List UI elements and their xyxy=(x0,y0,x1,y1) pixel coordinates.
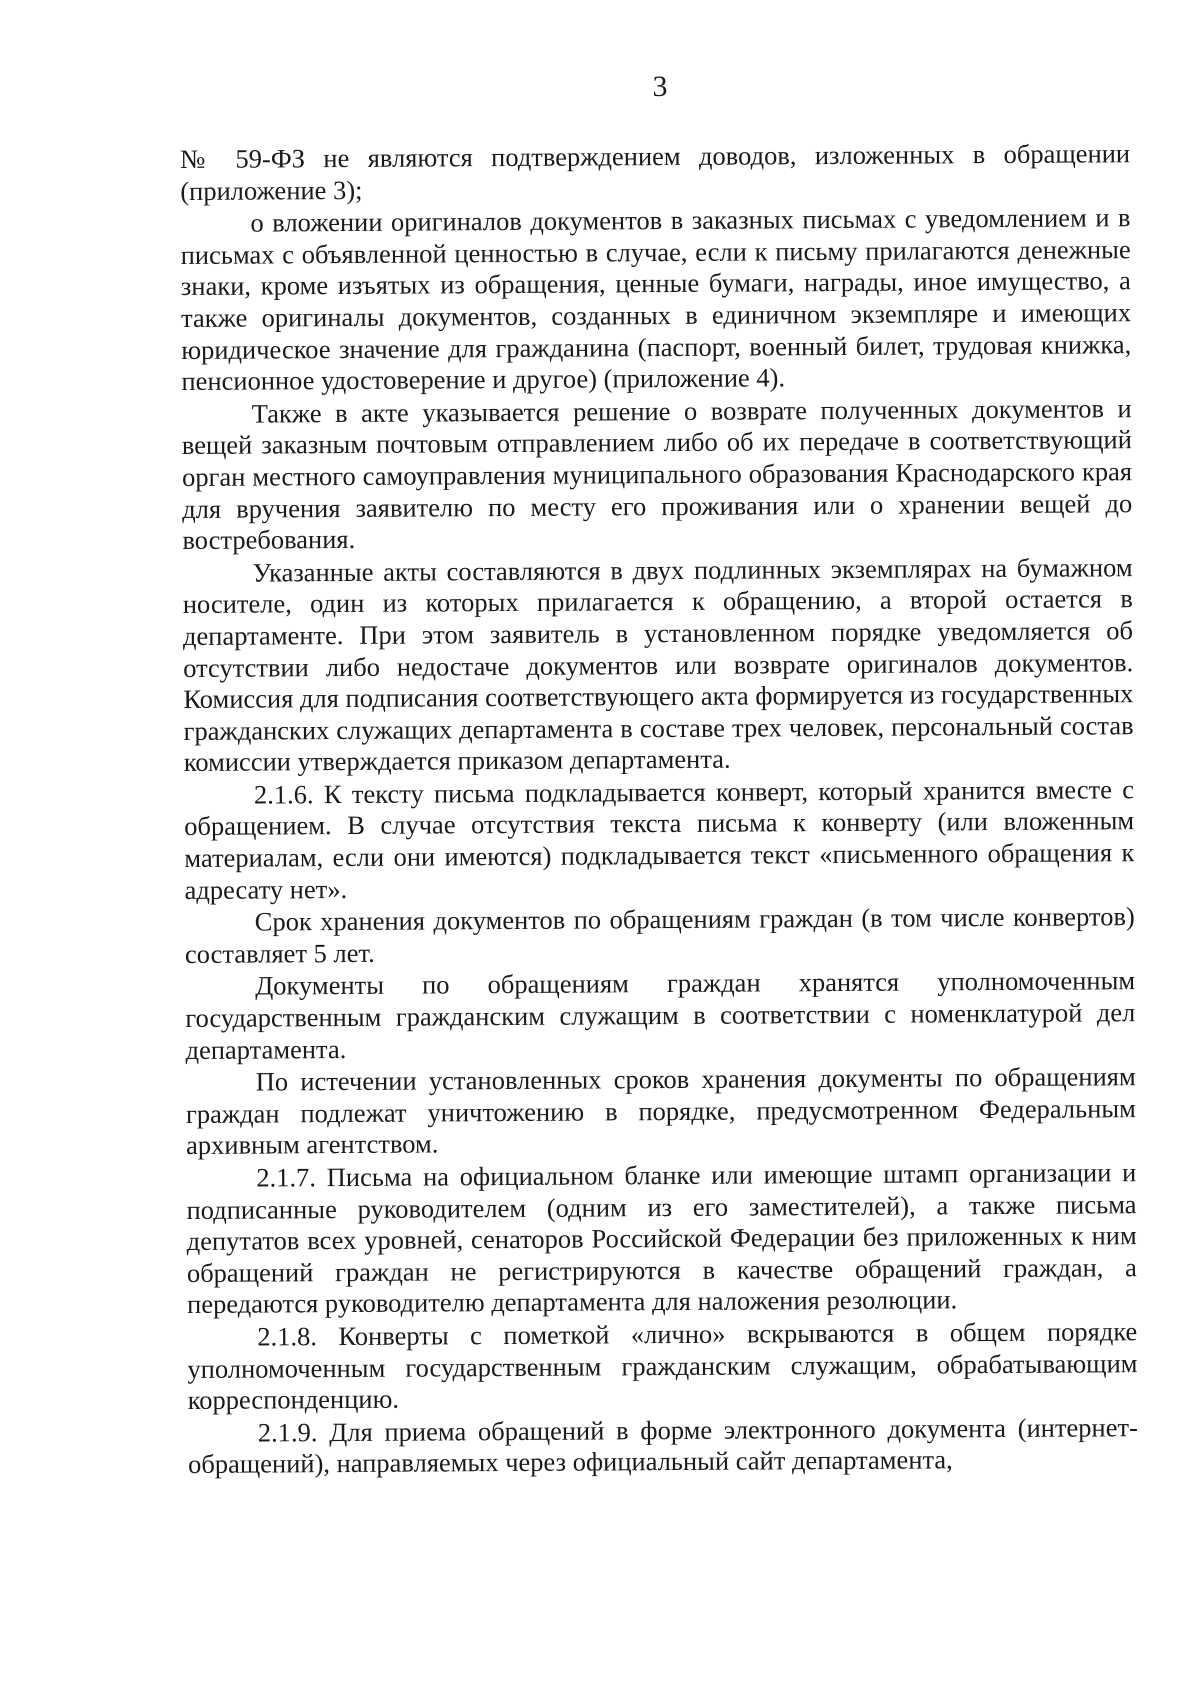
paragraph-2: о вложении оригиналов документов в заказных письмах с уведомлением и в письмах с объявленной ценностью в случае, если к письму прилагаются денежные знаки, кроме изъятых из обращения, ценные бумаги, награды, иное имущество, а также оригиналы документов, созданных в единичном экземпляре и имеющих юридическое значение для гражданина (паспорт, военный билет, трудовая книжка, пенсионное удостоверение и другое) (приложение 4). xyxy=(180,202,1132,397)
paragraph-9: 2.1.7. Письма на официальном бланке или имеющие штамп организации и подписанные руководителем (одним из его заместителей), а также письма депутатов всех уровней, сенаторов Российской Федерации без приложенных к ним обращений граждан не регистрируются в качестве обращений граждан, а передаются руководителю департамента для наложения резолюции. xyxy=(186,1157,1137,1320)
paragraph-7: Документы по обращениям граждан хранятся уполномоченным государственным гражданским служащим в соответствии с номенклатурой дел департамента. xyxy=(185,965,1136,1065)
page-number: 3 xyxy=(652,70,668,103)
paragraph-11: 2.1.9. Для приема обращений в форме электронного документа (интернет-обращений), направляемых через официальный сайт департамента, xyxy=(187,1411,1138,1480)
paragraph-5: 2.1.6. К тексту письма подкладывается конверт, который хранится вместе с обращением. В случае отсутствия текста письма к конверту (или вложенным материалам, если они имеются) подкладывается текст «письменного обращения к адресату нет». xyxy=(184,774,1135,905)
paragraph-1: № 59-ФЗ не являются подтверждением доводов, изложенных в обращении (приложение 3); xyxy=(180,138,1131,206)
paragraph-6: Срок хранения документов по обращениям граждан (в том числе конвертов) составляет 5 лет. xyxy=(184,901,1135,969)
document-body xyxy=(180,138,1138,1481)
paragraph-3: Также в акте указывается решение о возврате полученных документов и вещей заказным почтовым отправлением либо об их передаче в соответствующий орган местного самоуправления муниципального образования Краснодарского края для вручения заявителю по месту его проживания или о хранении вещей до востребования. xyxy=(181,392,1133,556)
paragraph-8: По истечении установленных сроков хранения документы по обращениям граждан подлежат уничтожению в порядке, предусмотренном Федеральным архивным агентством. xyxy=(185,1061,1136,1161)
paragraph-10: 2.1.8. Конверты с пометкой «лично» вскрываются в общем порядке уполномоченным государственным гражданским служащим, обрабатывающим корреспонденцию. xyxy=(187,1316,1138,1416)
paragraph-4: Указанные акты составляются в двух подлинных экземплярах на бумажном носителе, один из которых прилагается к обращению, а второй остается в департаменте. При этом заявитель в установленном порядке уведомляется об отсутствии либо недостаче документов или возврате оригиналов документов. Комиссия для подписания соответствующего акта формируется из государственных гражданских служащих департамента в составе трех человек, персональный состав комиссии утверждается приказом департамента. xyxy=(182,551,1134,778)
